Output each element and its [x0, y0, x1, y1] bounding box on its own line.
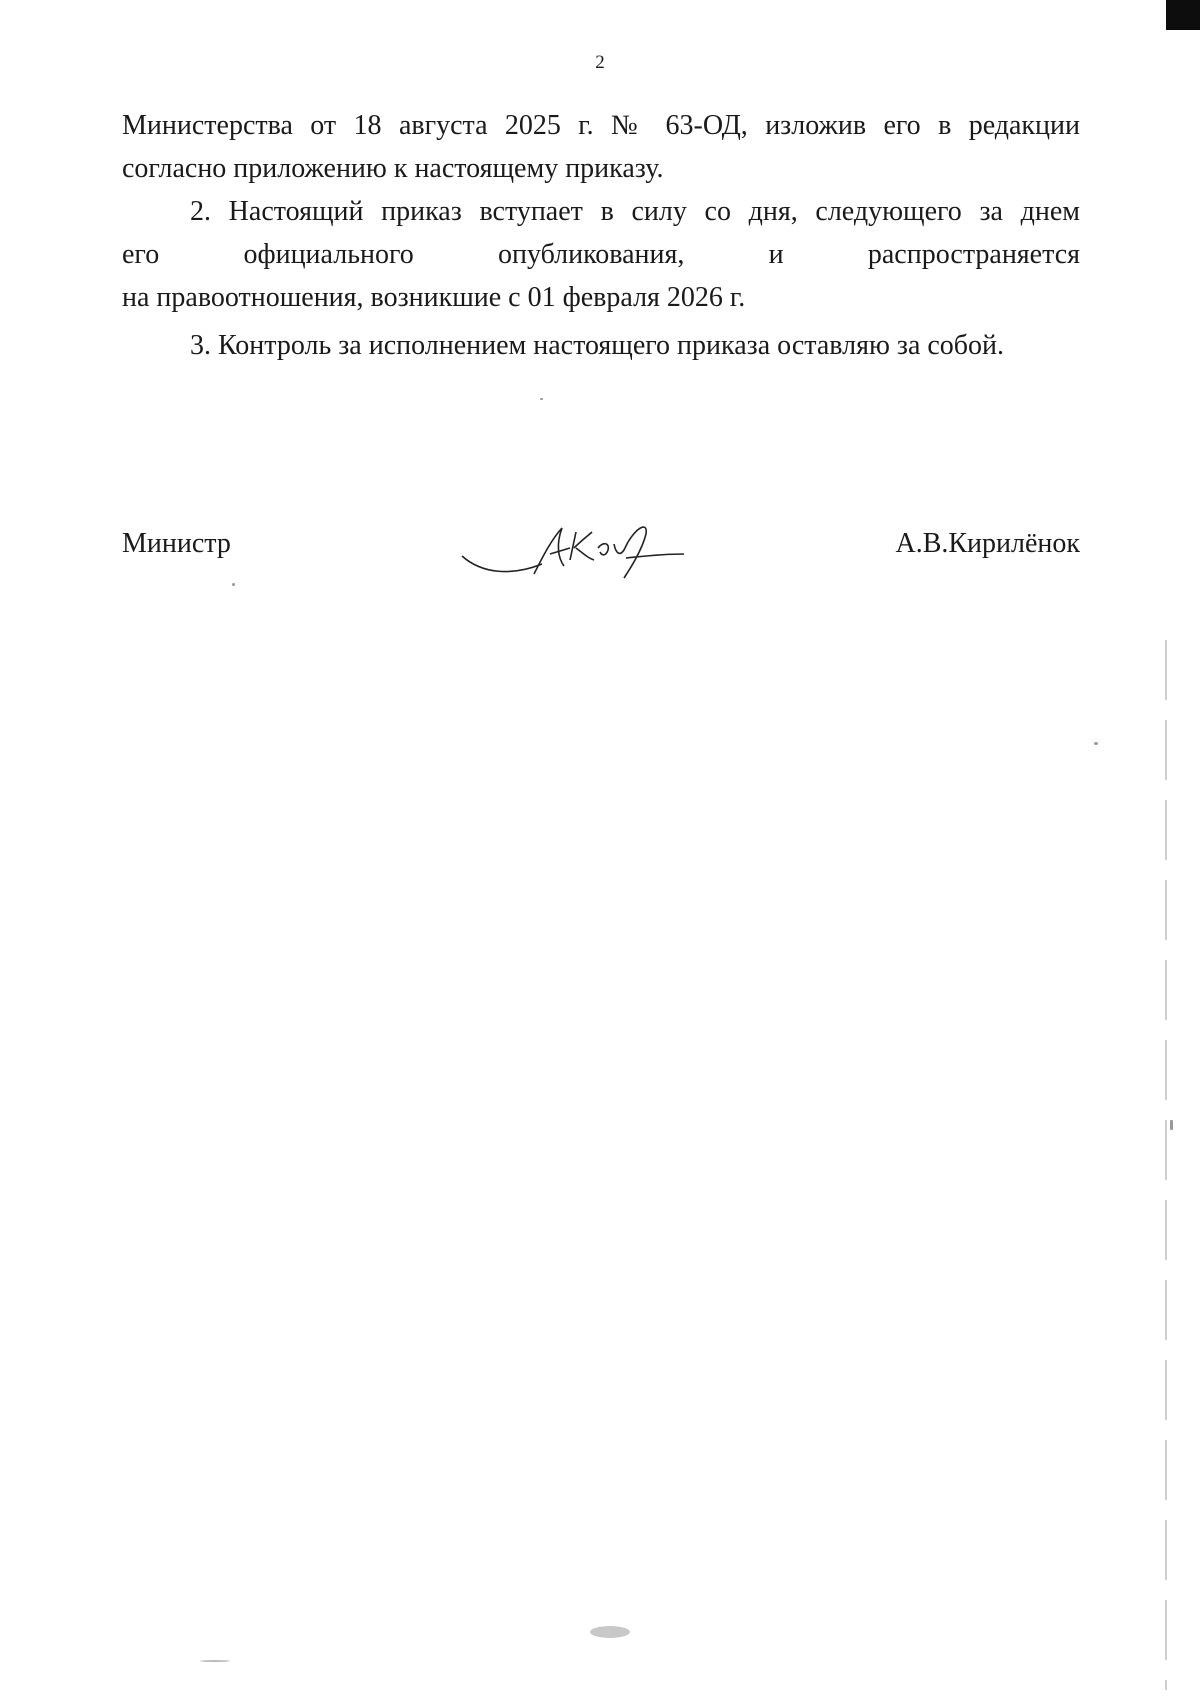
- scan-speck: [540, 398, 543, 400]
- paragraph-3: [122, 324, 1080, 367]
- paragraph-2-line-1: 2. Настоящий приказ вступает в силу со дня, следующего за днем: [190, 196, 1080, 227]
- scan-speck: [232, 583, 235, 586]
- scan-edge-mark: [1166, 0, 1200, 30]
- page-number: 2: [595, 52, 605, 73]
- paragraph-1: [122, 104, 1080, 190]
- scan-speck: [1094, 742, 1098, 745]
- signatory-title: Министр: [122, 528, 231, 559]
- paragraph-3-line-1: 3. Контроль за исполнением настоящего приказа оставляю за собой.: [190, 330, 1005, 361]
- scan-smudge: [200, 1660, 230, 1662]
- paragraph-2-line-2: его официального опубликования, и распространяется: [122, 239, 1080, 270]
- scan-smudge: [590, 1626, 630, 1638]
- scan-speck: [1170, 1120, 1173, 1130]
- signatory-name: А.В.Кирилёнок: [895, 528, 1080, 559]
- paragraph-2: [122, 190, 1080, 319]
- scan-edge-line: [1165, 640, 1167, 1690]
- handwritten-signature: [452, 514, 692, 584]
- paragraph-2-line-3: на правоотношения, возникшие с 01 февраля 2026 г.: [122, 282, 746, 313]
- signature-block: [122, 528, 1080, 578]
- paragraph-1-line-1: Министерства от 18 августа 2025 г. № 63-ОД, изложив его в редакции: [122, 110, 1080, 141]
- paragraph-1-line-2: согласно приложению к настоящему приказу.: [122, 153, 664, 184]
